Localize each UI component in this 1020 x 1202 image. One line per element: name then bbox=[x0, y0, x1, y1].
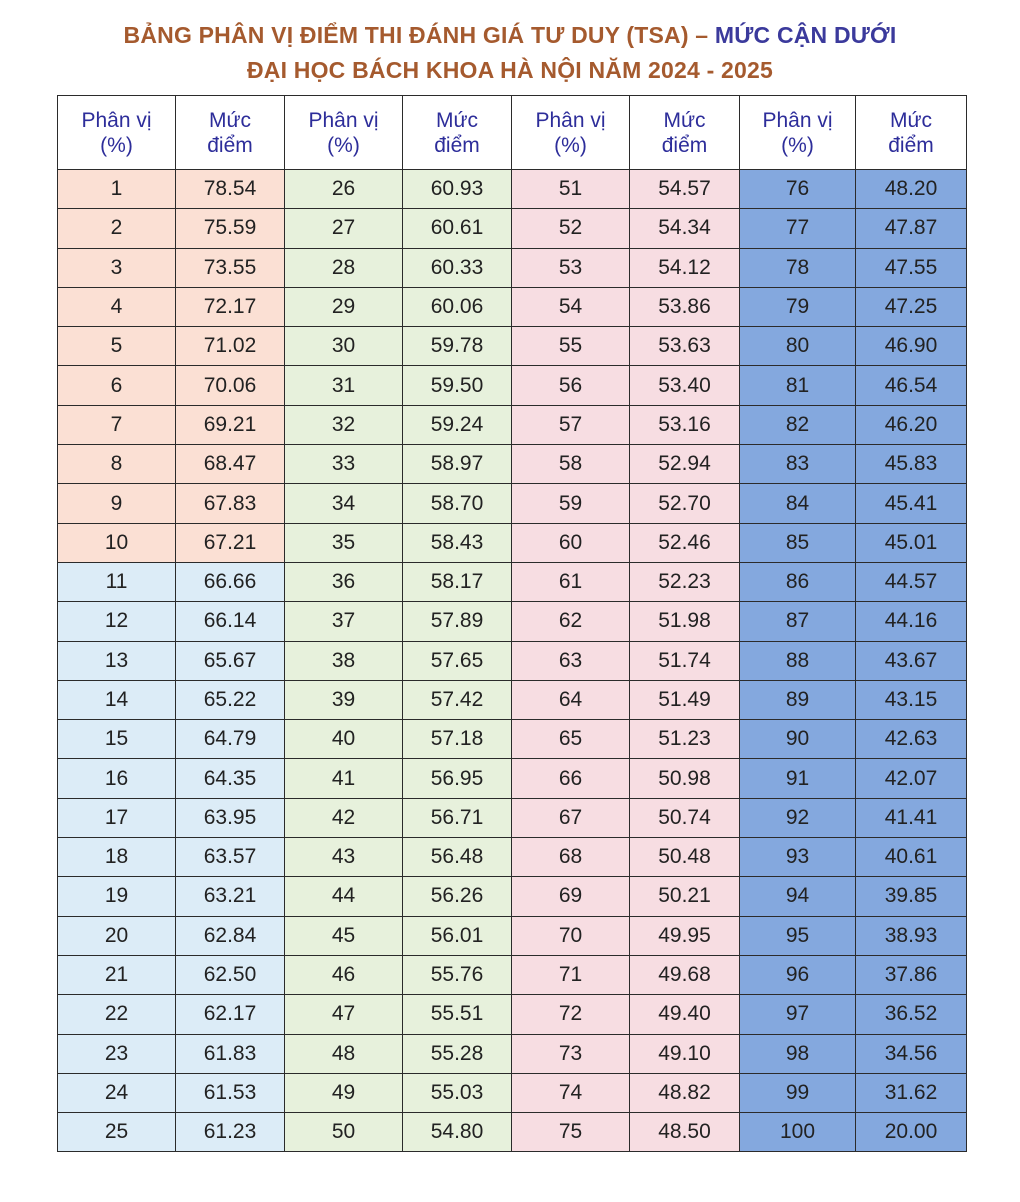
percentile-cell: 83 bbox=[740, 445, 856, 484]
score-cell: 44.16 bbox=[856, 602, 967, 641]
percentile-cell: 20 bbox=[58, 916, 176, 955]
table-row bbox=[58, 916, 967, 955]
percentile-cell: 95 bbox=[740, 916, 856, 955]
percentile-cell: 31 bbox=[285, 366, 403, 405]
percentile-cell: 7 bbox=[58, 405, 176, 444]
score-cell: 60.93 bbox=[403, 170, 512, 209]
percentile-cell: 25 bbox=[58, 1113, 176, 1152]
score-cell: 72.17 bbox=[176, 287, 285, 326]
page-subtitle bbox=[0, 57, 1020, 84]
percentile-cell: 11 bbox=[58, 562, 176, 601]
percentile-cell: 46 bbox=[285, 955, 403, 994]
score-cell: 66.66 bbox=[176, 562, 285, 601]
score-cell: 59.78 bbox=[403, 327, 512, 366]
score-cell: 56.48 bbox=[403, 838, 512, 877]
percentile-cell: 14 bbox=[58, 680, 176, 719]
percentile-cell: 35 bbox=[285, 523, 403, 562]
table-row bbox=[58, 445, 967, 484]
percentile-cell: 72 bbox=[512, 995, 630, 1034]
percentile-cell: 3 bbox=[58, 248, 176, 287]
percentile-cell: 63 bbox=[512, 641, 630, 680]
score-cell: 53.86 bbox=[630, 287, 740, 326]
percentile-cell: 65 bbox=[512, 720, 630, 759]
header-percentile-3: Phân vị (%) bbox=[512, 96, 630, 170]
table-row bbox=[58, 209, 967, 248]
table-row bbox=[58, 484, 967, 523]
percentile-cell: 36 bbox=[285, 562, 403, 601]
score-cell: 65.67 bbox=[176, 641, 285, 680]
score-cell: 51.49 bbox=[630, 680, 740, 719]
page-title bbox=[0, 22, 1020, 49]
score-cell: 46.90 bbox=[856, 327, 967, 366]
percentile-cell: 1 bbox=[58, 170, 176, 209]
score-cell: 52.23 bbox=[630, 562, 740, 601]
score-cell: 70.06 bbox=[176, 366, 285, 405]
score-cell: 68.47 bbox=[176, 445, 285, 484]
percentile-cell: 40 bbox=[285, 720, 403, 759]
percentile-cell: 87 bbox=[740, 602, 856, 641]
table-row bbox=[58, 562, 967, 601]
score-cell: 47.87 bbox=[856, 209, 967, 248]
percentile-cell: 61 bbox=[512, 562, 630, 601]
table-row bbox=[58, 287, 967, 326]
percentile-cell: 15 bbox=[58, 720, 176, 759]
percentile-cell: 82 bbox=[740, 405, 856, 444]
table-row bbox=[58, 327, 967, 366]
percentile-cell: 99 bbox=[740, 1073, 856, 1112]
percentile-cell: 84 bbox=[740, 484, 856, 523]
score-cell: 63.21 bbox=[176, 877, 285, 916]
percentile-cell: 51 bbox=[512, 170, 630, 209]
score-cell: 59.50 bbox=[403, 366, 512, 405]
percentile-cell: 42 bbox=[285, 798, 403, 837]
percentile-cell: 39 bbox=[285, 680, 403, 719]
score-cell: 53.40 bbox=[630, 366, 740, 405]
percentile-cell: 34 bbox=[285, 484, 403, 523]
percentile-cell: 60 bbox=[512, 523, 630, 562]
percentile-cell: 93 bbox=[740, 838, 856, 877]
header-score-2: Mức điểm bbox=[403, 96, 512, 170]
percentile-cell: 4 bbox=[58, 287, 176, 326]
percentile-cell: 96 bbox=[740, 955, 856, 994]
header-score-4: Mức điểm bbox=[856, 96, 967, 170]
table-row bbox=[58, 995, 967, 1034]
score-cell: 42.07 bbox=[856, 759, 967, 798]
percentile-cell: 30 bbox=[285, 327, 403, 366]
score-cell: 61.53 bbox=[176, 1073, 285, 1112]
percentile-cell: 80 bbox=[740, 327, 856, 366]
score-cell: 53.16 bbox=[630, 405, 740, 444]
score-cell: 50.98 bbox=[630, 759, 740, 798]
score-cell: 36.52 bbox=[856, 995, 967, 1034]
percentile-cell: 59 bbox=[512, 484, 630, 523]
percentile-cell: 38 bbox=[285, 641, 403, 680]
header-row bbox=[58, 96, 967, 170]
percentile-cell: 64 bbox=[512, 680, 630, 719]
score-cell: 48.50 bbox=[630, 1113, 740, 1152]
score-cell: 42.63 bbox=[856, 720, 967, 759]
percentile-cell: 47 bbox=[285, 995, 403, 1034]
score-cell: 60.06 bbox=[403, 287, 512, 326]
score-cell: 54.34 bbox=[630, 209, 740, 248]
percentile-cell: 69 bbox=[512, 877, 630, 916]
percentile-cell: 24 bbox=[58, 1073, 176, 1112]
score-cell: 50.48 bbox=[630, 838, 740, 877]
header-percentile-4: Phân vị (%) bbox=[740, 96, 856, 170]
score-cell: 64.35 bbox=[176, 759, 285, 798]
score-cell: 41.41 bbox=[856, 798, 967, 837]
percentile-cell: 68 bbox=[512, 838, 630, 877]
percentile-cell: 76 bbox=[740, 170, 856, 209]
percentile-cell: 5 bbox=[58, 327, 176, 366]
score-cell: 53.63 bbox=[630, 327, 740, 366]
table-row bbox=[58, 405, 967, 444]
score-cell: 56.26 bbox=[403, 877, 512, 916]
score-cell: 58.43 bbox=[403, 523, 512, 562]
score-cell: 65.22 bbox=[176, 680, 285, 719]
score-cell: 57.89 bbox=[403, 602, 512, 641]
percentile-cell: 67 bbox=[512, 798, 630, 837]
score-cell: 51.23 bbox=[630, 720, 740, 759]
table-row bbox=[58, 523, 967, 562]
table-row bbox=[58, 602, 967, 641]
score-cell: 62.84 bbox=[176, 916, 285, 955]
percentile-cell: 16 bbox=[58, 759, 176, 798]
percentile-cell: 43 bbox=[285, 838, 403, 877]
table-row bbox=[58, 877, 967, 916]
score-cell: 62.17 bbox=[176, 995, 285, 1034]
percentile-cell: 92 bbox=[740, 798, 856, 837]
percentile-cell: 89 bbox=[740, 680, 856, 719]
score-cell: 58.17 bbox=[403, 562, 512, 601]
score-cell: 43.15 bbox=[856, 680, 967, 719]
table-row bbox=[58, 1073, 967, 1112]
score-cell: 20.00 bbox=[856, 1113, 967, 1152]
percentile-cell: 49 bbox=[285, 1073, 403, 1112]
table-row bbox=[58, 838, 967, 877]
percentile-cell: 57 bbox=[512, 405, 630, 444]
percentile-cell: 37 bbox=[285, 602, 403, 641]
score-cell: 54.57 bbox=[630, 170, 740, 209]
percentile-cell: 44 bbox=[285, 877, 403, 916]
score-cell: 63.57 bbox=[176, 838, 285, 877]
table-row bbox=[58, 170, 967, 209]
score-cell: 55.03 bbox=[403, 1073, 512, 1112]
percentile-cell: 22 bbox=[58, 995, 176, 1034]
score-cell: 54.12 bbox=[630, 248, 740, 287]
percentile-cell: 8 bbox=[58, 445, 176, 484]
score-cell: 71.02 bbox=[176, 327, 285, 366]
score-cell: 60.33 bbox=[403, 248, 512, 287]
percentile-cell: 21 bbox=[58, 955, 176, 994]
percentile-cell: 23 bbox=[58, 1034, 176, 1073]
table-row bbox=[58, 248, 967, 287]
score-cell: 56.95 bbox=[403, 759, 512, 798]
score-cell: 38.93 bbox=[856, 916, 967, 955]
percentile-cell: 70 bbox=[512, 916, 630, 955]
score-cell: 58.97 bbox=[403, 445, 512, 484]
score-cell: 50.21 bbox=[630, 877, 740, 916]
score-cell: 55.28 bbox=[403, 1034, 512, 1073]
score-cell: 45.41 bbox=[856, 484, 967, 523]
percentile-cell: 9 bbox=[58, 484, 176, 523]
score-cell: 61.23 bbox=[176, 1113, 285, 1152]
header-percentile-1: Phân vị (%) bbox=[58, 96, 176, 170]
score-cell: 55.76 bbox=[403, 955, 512, 994]
table-row bbox=[58, 955, 967, 994]
percentile-cell: 86 bbox=[740, 562, 856, 601]
score-cell: 67.21 bbox=[176, 523, 285, 562]
percentile-cell: 90 bbox=[740, 720, 856, 759]
score-cell: 78.54 bbox=[176, 170, 285, 209]
table-row bbox=[58, 1034, 967, 1073]
percentile-cell: 10 bbox=[58, 523, 176, 562]
score-cell: 49.68 bbox=[630, 955, 740, 994]
score-cell: 51.74 bbox=[630, 641, 740, 680]
percentile-cell: 41 bbox=[285, 759, 403, 798]
percentile-cell: 33 bbox=[285, 445, 403, 484]
score-cell: 67.83 bbox=[176, 484, 285, 523]
percentile-cell: 56 bbox=[512, 366, 630, 405]
score-cell: 69.21 bbox=[176, 405, 285, 444]
table-row bbox=[58, 759, 967, 798]
header-percentile-2: Phân vị (%) bbox=[285, 96, 403, 170]
title-line2: ĐẠI HỌC BÁCH KHOA HÀ NỘI NĂM 2024 - 2025 bbox=[246, 57, 774, 83]
score-cell: 46.54 bbox=[856, 366, 967, 405]
percentile-cell: 91 bbox=[740, 759, 856, 798]
score-cell: 62.50 bbox=[176, 955, 285, 994]
score-cell: 51.98 bbox=[630, 602, 740, 641]
percentile-cell: 48 bbox=[285, 1034, 403, 1073]
percentile-cell: 88 bbox=[740, 641, 856, 680]
percentile-cell: 78 bbox=[740, 248, 856, 287]
percentile-cell: 17 bbox=[58, 798, 176, 837]
percentile-cell: 6 bbox=[58, 366, 176, 405]
percentile-cell: 94 bbox=[740, 877, 856, 916]
score-cell: 63.95 bbox=[176, 798, 285, 837]
percentile-cell: 71 bbox=[512, 955, 630, 994]
score-cell: 39.85 bbox=[856, 877, 967, 916]
percentile-cell: 98 bbox=[740, 1034, 856, 1073]
score-cell: 48.20 bbox=[856, 170, 967, 209]
score-cell: 47.25 bbox=[856, 287, 967, 326]
percentile-cell: 77 bbox=[740, 209, 856, 248]
table-row bbox=[58, 680, 967, 719]
score-cell: 60.61 bbox=[403, 209, 512, 248]
score-cell: 40.61 bbox=[856, 838, 967, 877]
score-cell: 52.46 bbox=[630, 523, 740, 562]
score-cell: 58.70 bbox=[403, 484, 512, 523]
score-cell: 73.55 bbox=[176, 248, 285, 287]
percentile-cell: 79 bbox=[740, 287, 856, 326]
score-cell: 52.94 bbox=[630, 445, 740, 484]
percentile-cell: 12 bbox=[58, 602, 176, 641]
percentile-cell: 13 bbox=[58, 641, 176, 680]
score-cell: 47.55 bbox=[856, 248, 967, 287]
score-cell: 75.59 bbox=[176, 209, 285, 248]
percentile-cell: 73 bbox=[512, 1034, 630, 1073]
score-cell: 31.62 bbox=[856, 1073, 967, 1112]
percentile-cell: 58 bbox=[512, 445, 630, 484]
table-row bbox=[58, 641, 967, 680]
percentile-cell: 66 bbox=[512, 759, 630, 798]
score-cell: 44.57 bbox=[856, 562, 967, 601]
table-row bbox=[58, 720, 967, 759]
percentile-cell: 19 bbox=[58, 877, 176, 916]
score-cell: 64.79 bbox=[176, 720, 285, 759]
percentile-cell: 50 bbox=[285, 1113, 403, 1152]
score-cell: 46.20 bbox=[856, 405, 967, 444]
percentile-cell: 81 bbox=[740, 366, 856, 405]
percentile-cell: 45 bbox=[285, 916, 403, 955]
score-cell: 57.42 bbox=[403, 680, 512, 719]
percentile-cell: 27 bbox=[285, 209, 403, 248]
score-cell: 34.56 bbox=[856, 1034, 967, 1073]
score-cell: 59.24 bbox=[403, 405, 512, 444]
header-score-1: Mức điểm bbox=[176, 96, 285, 170]
score-cell: 57.65 bbox=[403, 641, 512, 680]
score-cell: 37.86 bbox=[856, 955, 967, 994]
score-cell: 49.40 bbox=[630, 995, 740, 1034]
score-cell: 48.82 bbox=[630, 1073, 740, 1112]
percentile-cell: 26 bbox=[285, 170, 403, 209]
score-cell: 52.70 bbox=[630, 484, 740, 523]
table-row bbox=[58, 366, 967, 405]
title-line1-part2: MỨC CẬN DƯỚI bbox=[708, 22, 897, 48]
score-cell: 56.71 bbox=[403, 798, 512, 837]
percentile-cell: 74 bbox=[512, 1073, 630, 1112]
percentile-cell: 100 bbox=[740, 1113, 856, 1152]
score-cell: 55.51 bbox=[403, 995, 512, 1034]
score-cell: 54.80 bbox=[403, 1113, 512, 1152]
percentile-cell: 97 bbox=[740, 995, 856, 1034]
percentile-cell: 29 bbox=[285, 287, 403, 326]
score-cell: 61.83 bbox=[176, 1034, 285, 1073]
percentile-cell: 18 bbox=[58, 838, 176, 877]
score-cell: 66.14 bbox=[176, 602, 285, 641]
score-cell: 57.18 bbox=[403, 720, 512, 759]
percentile-cell: 28 bbox=[285, 248, 403, 287]
score-cell: 50.74 bbox=[630, 798, 740, 837]
score-cell: 49.95 bbox=[630, 916, 740, 955]
score-cell: 45.83 bbox=[856, 445, 967, 484]
score-cell: 43.67 bbox=[856, 641, 967, 680]
header-score-3: Mức điểm bbox=[630, 96, 740, 170]
percentile-cell: 75 bbox=[512, 1113, 630, 1152]
percentile-cell: 53 bbox=[512, 248, 630, 287]
score-cell: 45.01 bbox=[856, 523, 967, 562]
percentile-cell: 85 bbox=[740, 523, 856, 562]
table-row bbox=[58, 798, 967, 837]
percentile-cell: 54 bbox=[512, 287, 630, 326]
score-cell: 49.10 bbox=[630, 1034, 740, 1073]
percentile-cell: 32 bbox=[285, 405, 403, 444]
percentile-cell: 55 bbox=[512, 327, 630, 366]
percentile-cell: 2 bbox=[58, 209, 176, 248]
title-line1-part1: BẢNG PHÂN VỊ ĐIỂM THI ĐÁNH GIÁ TƯ DUY (TSA) – bbox=[123, 22, 709, 48]
table-row bbox=[58, 1113, 967, 1152]
percentile-table bbox=[57, 95, 967, 1152]
score-cell: 56.01 bbox=[403, 916, 512, 955]
percentile-cell: 52 bbox=[512, 209, 630, 248]
percentile-cell: 62 bbox=[512, 602, 630, 641]
